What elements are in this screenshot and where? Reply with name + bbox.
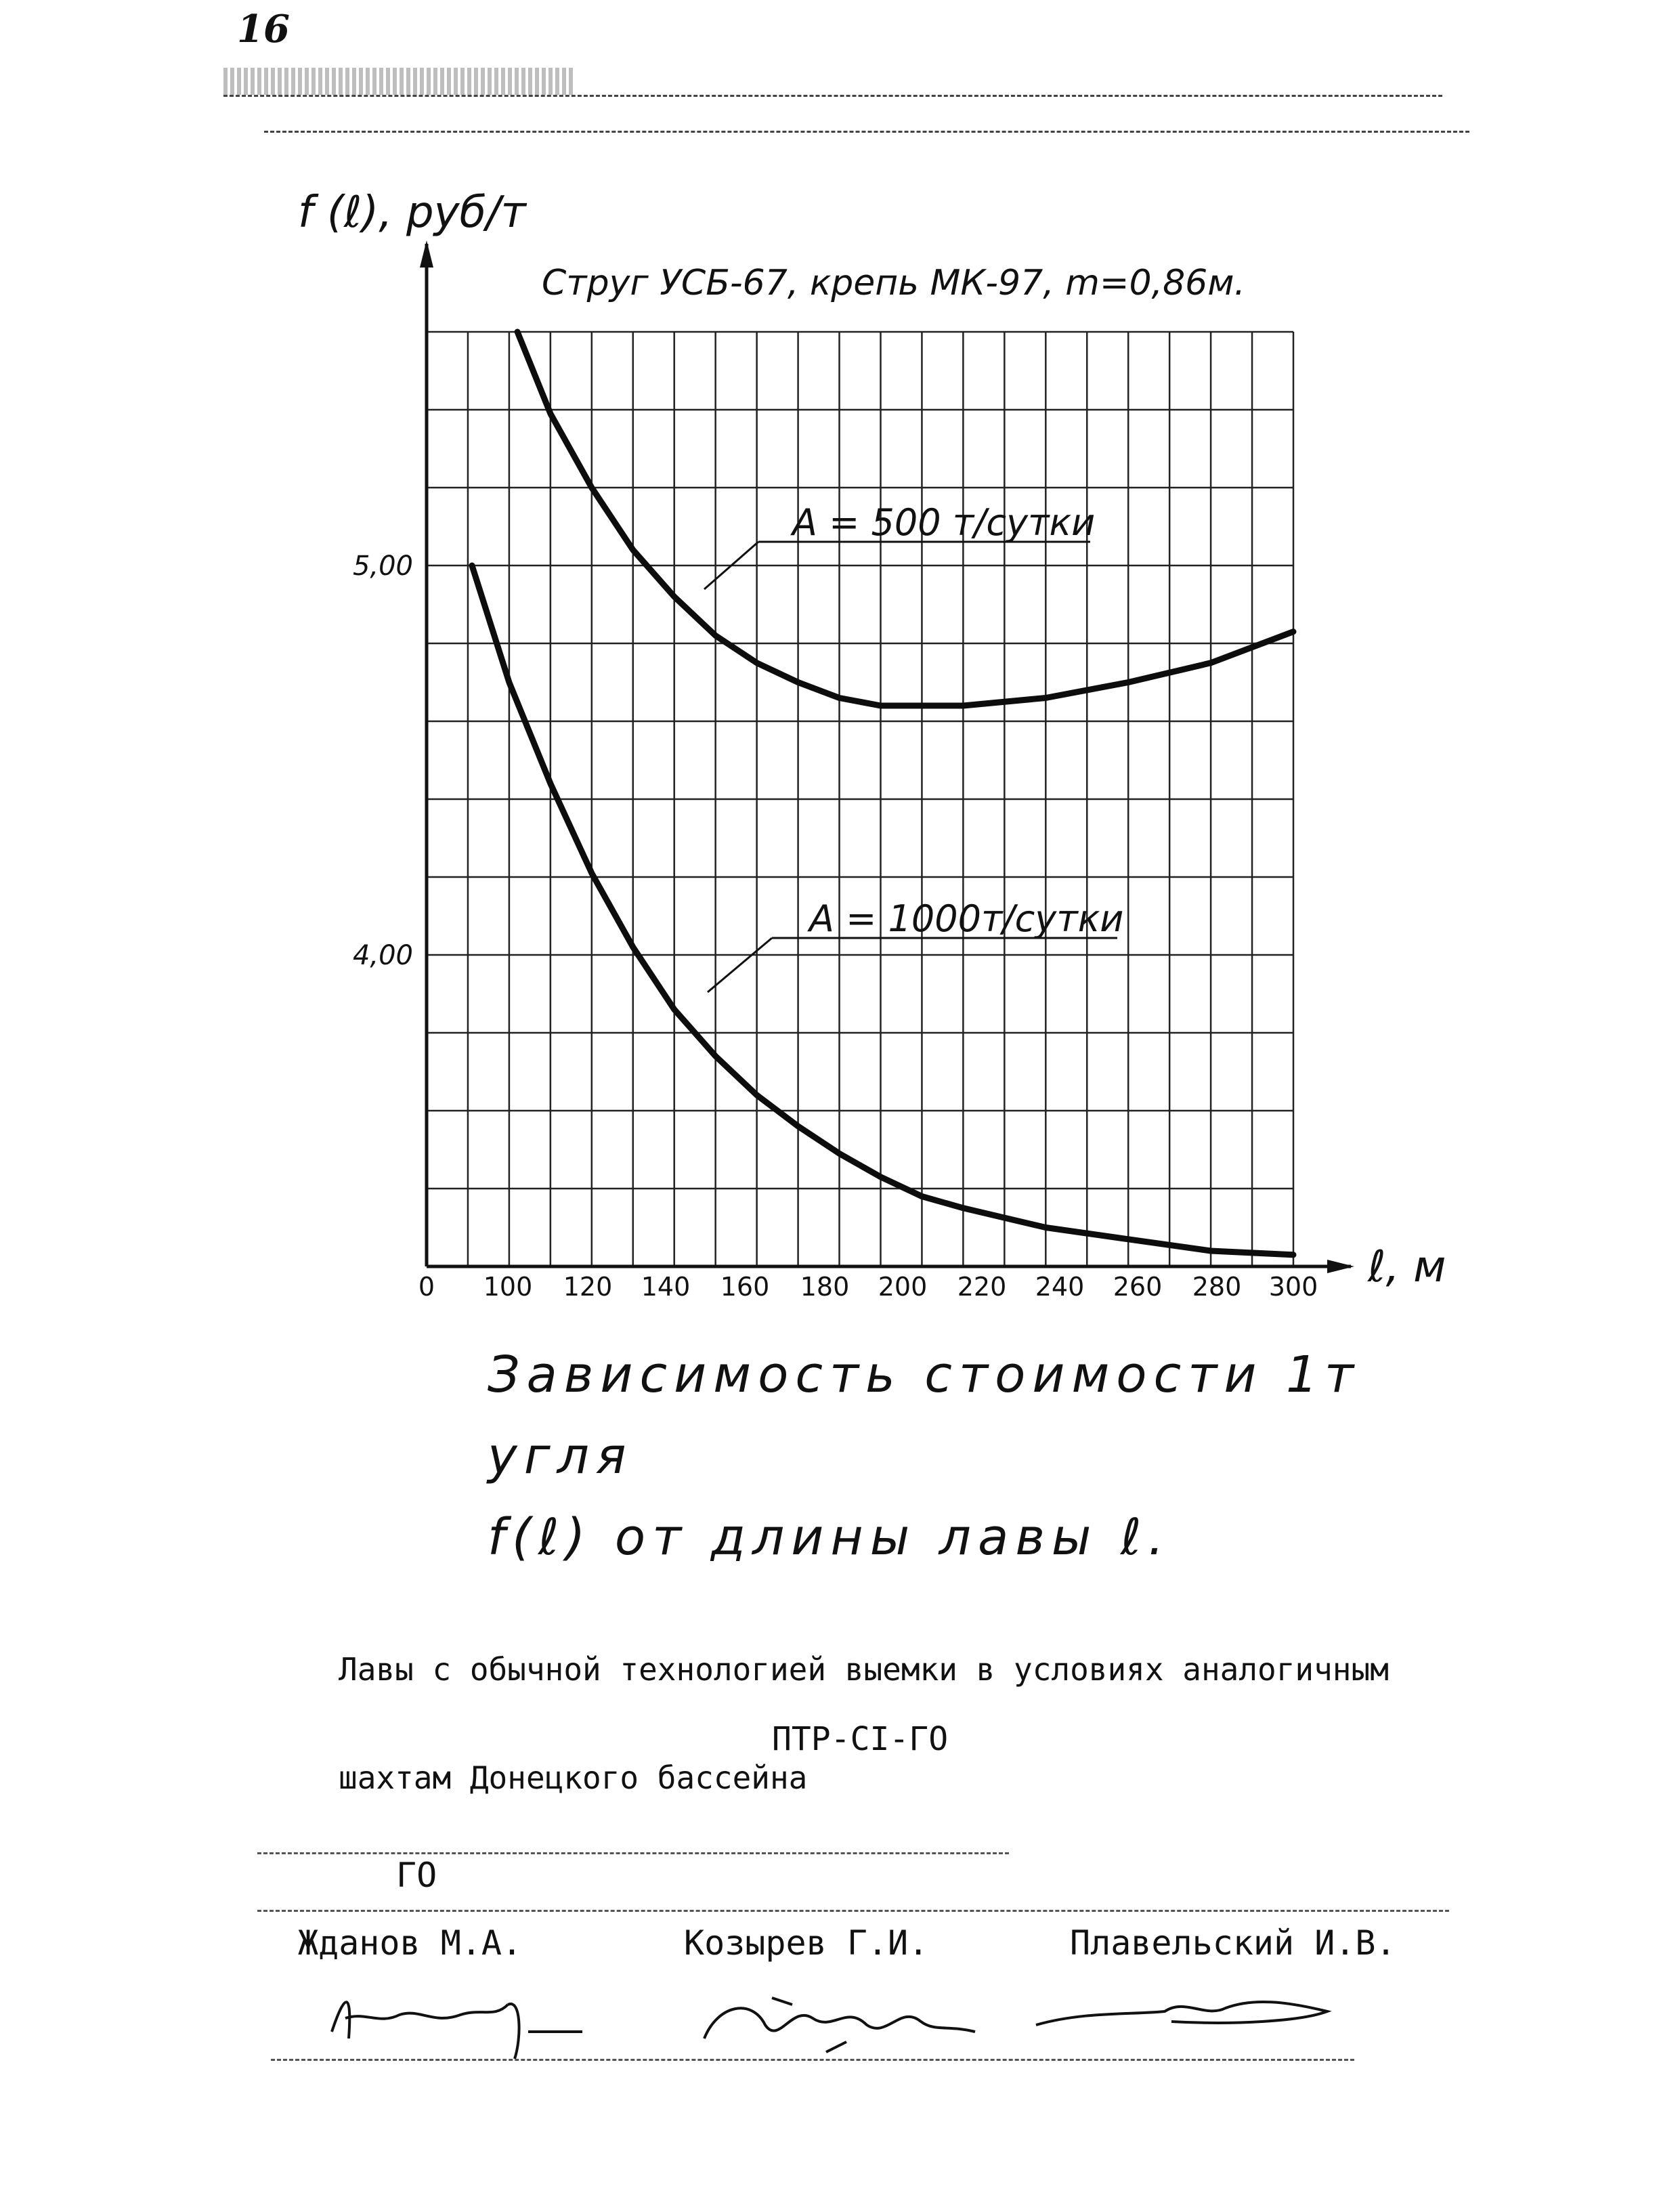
- signatures-header: ГО: [396, 1856, 437, 1895]
- chart-caption: [488, 1334, 1436, 1578]
- x-tick-label: 140: [641, 1272, 691, 1302]
- description-line: Лавы с обычной технологией выемки в условиях аналогичным: [339, 1651, 1389, 1688]
- x-tick-label: 220: [957, 1272, 1007, 1302]
- signer-3: Плавельский И.В.: [1070, 1923, 1396, 1963]
- caption-line: Зависимость стоимости 1т угля: [488, 1346, 1361, 1485]
- signature-zhdanov: [305, 1978, 596, 2072]
- description-line: шахтам Донецкого бассейна: [339, 1759, 808, 1796]
- y-tick-label: 5,00: [352, 551, 413, 582]
- series-label-leader: [708, 938, 772, 992]
- x-tick-label: 0: [418, 1272, 435, 1302]
- series-label-1: A = 500 т/сутки: [792, 501, 1096, 544]
- x-tick-label: 240: [1035, 1272, 1085, 1302]
- signature-kozyrev: [691, 1978, 995, 2072]
- chart-title: Струг УСБ-67, крепь МК-97, m=0,86м.: [542, 263, 1246, 303]
- x-axis-label: ℓ, м: [1368, 1242, 1446, 1292]
- x-tick-label: 180: [800, 1272, 850, 1302]
- signature-plavelsky: [1029, 1984, 1341, 2045]
- signer-2: Козырев Г.И.: [684, 1923, 929, 1963]
- doc-code: ПТР-СI-ГО: [772, 1720, 949, 1758]
- signature-rule: [257, 1852, 1009, 1854]
- x-tick-label: 300: [1268, 1272, 1318, 1302]
- signer-1: Жданов М.А.: [298, 1923, 523, 1963]
- signature-rule: [257, 1910, 1449, 1912]
- signature-rule: [271, 2059, 1354, 2061]
- x-tick-label: 100: [483, 1272, 533, 1302]
- x-axis-arrow: [1327, 1260, 1354, 1273]
- x-tick-label: 160: [720, 1272, 770, 1302]
- series-label-2: A = 1000т/сутки: [809, 897, 1124, 940]
- page-number: 16: [237, 7, 290, 51]
- x-tick-label: 260: [1113, 1272, 1163, 1302]
- y-tick-label: 4,00: [352, 940, 413, 971]
- y-axis-label: f (ℓ), руб/т: [298, 188, 526, 238]
- caption-line: f(ℓ) от длины лавы ℓ.: [488, 1508, 1171, 1566]
- x-tick-label: 200: [878, 1272, 928, 1302]
- x-tick-label: 120: [563, 1272, 613, 1302]
- x-tick-label: 280: [1192, 1272, 1242, 1302]
- y-axis-arrow: [420, 240, 433, 268]
